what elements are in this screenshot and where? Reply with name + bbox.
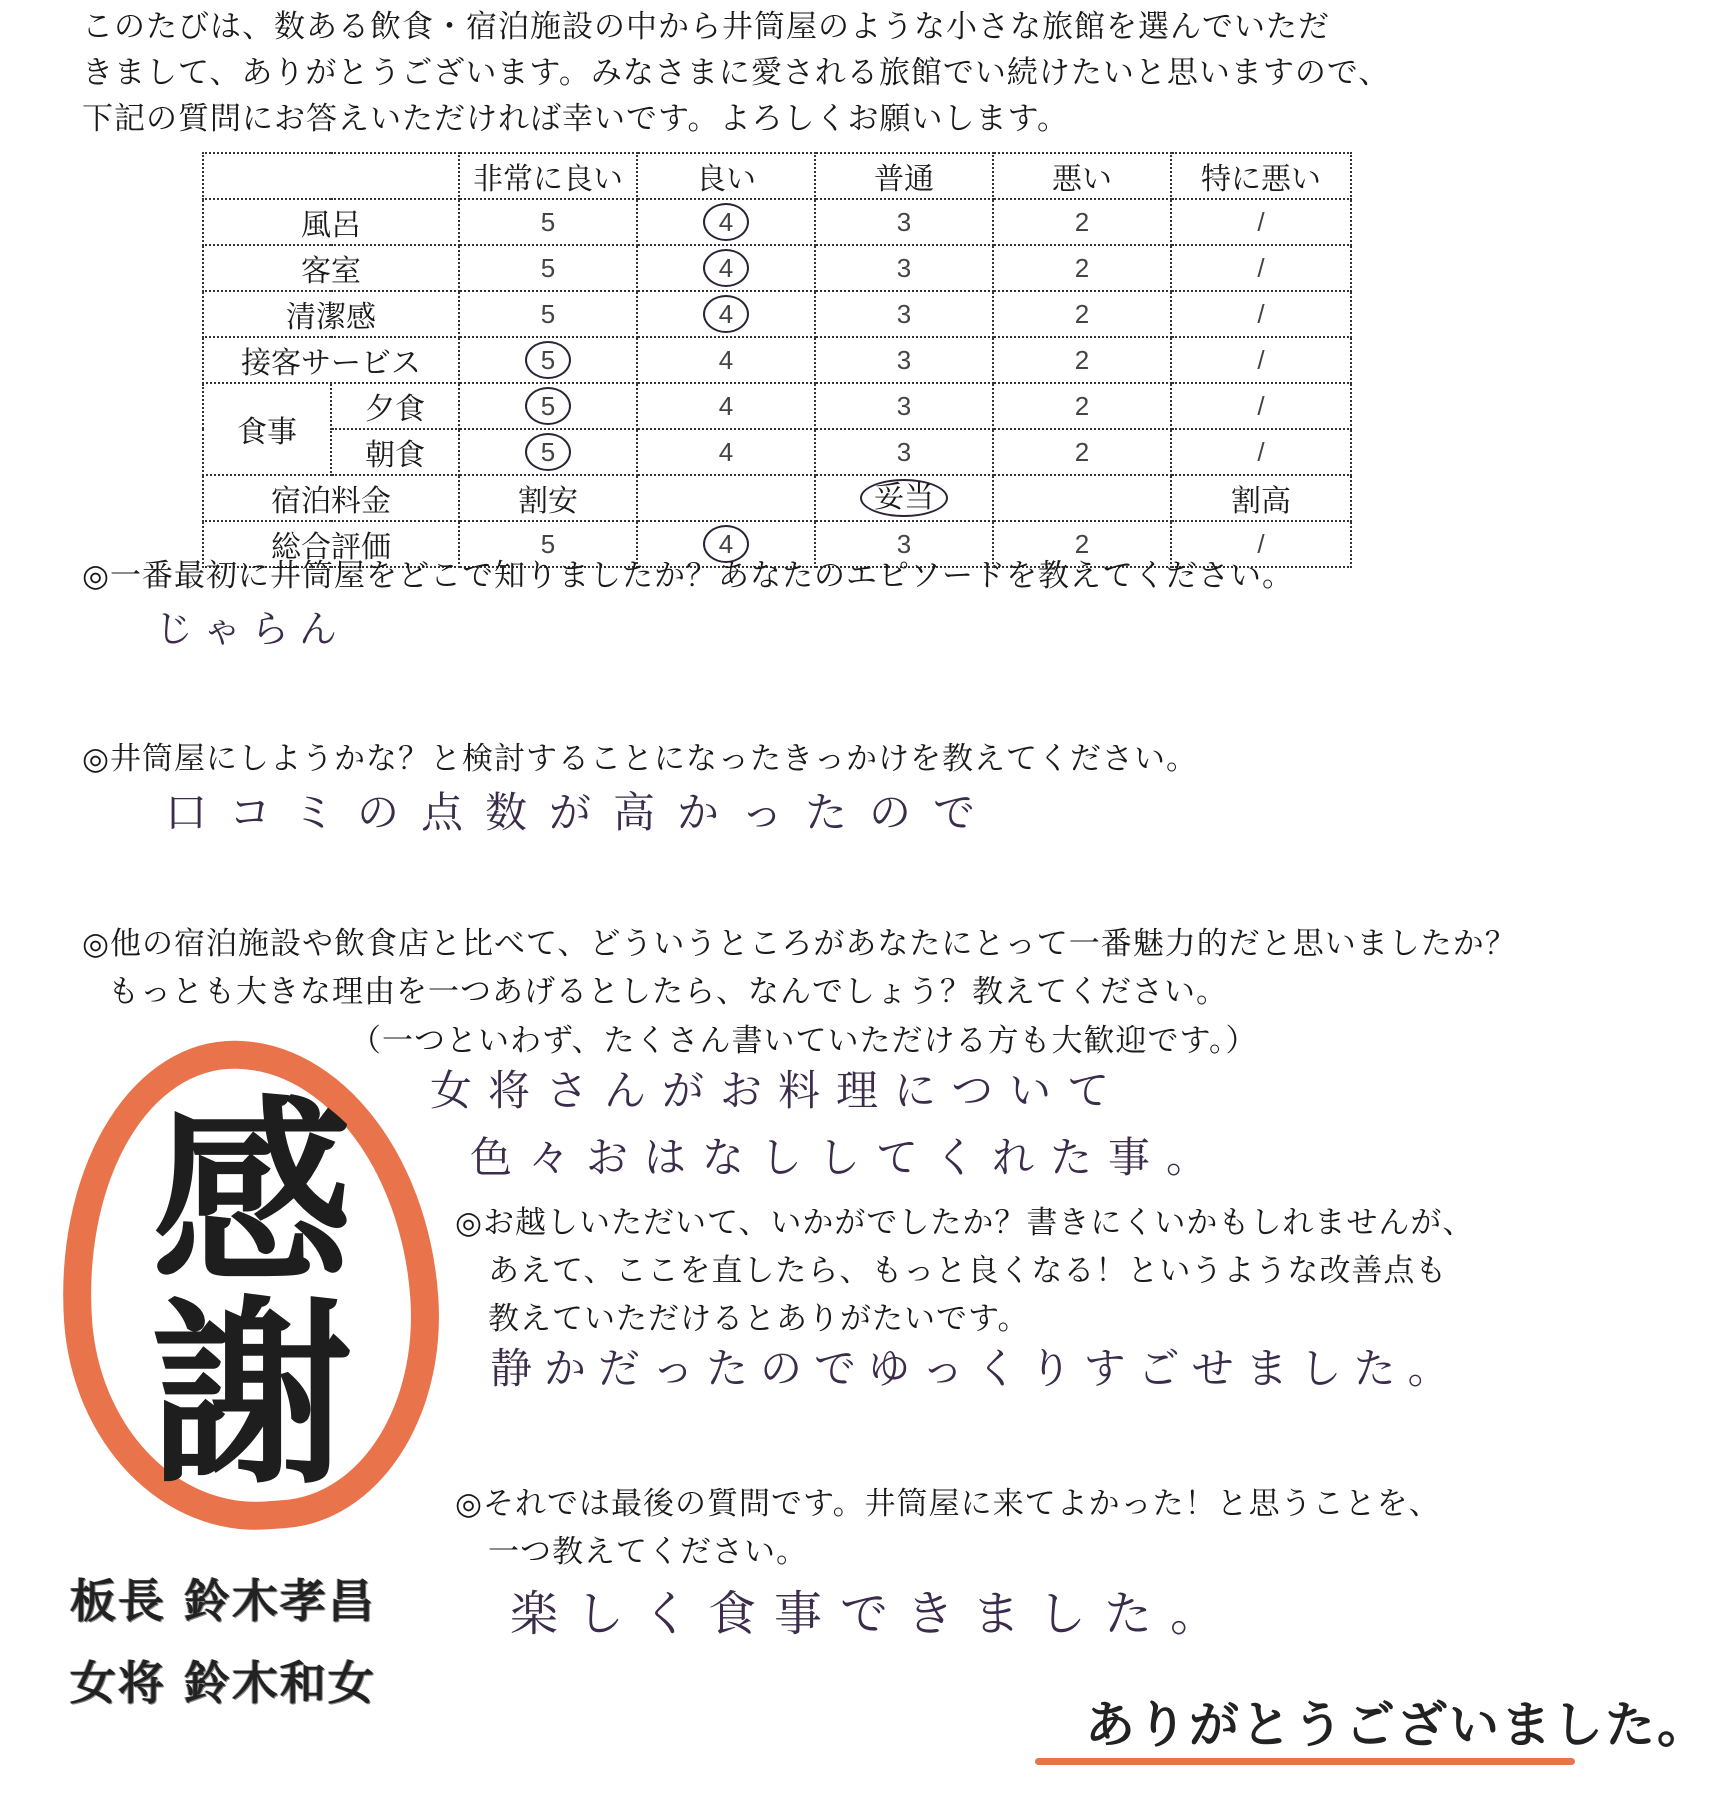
rating-value: 2 xyxy=(1074,206,1090,237)
table-row xyxy=(203,337,1351,383)
intro-line: このたびは、数ある飲食・宿泊施設の中から井筒屋のような小さな旅館を選んでいただ xyxy=(82,9,1330,45)
closing-underline xyxy=(1035,1758,1575,1765)
rating-cell xyxy=(459,245,637,291)
table-row xyxy=(203,383,1351,429)
question-2: ◎井筒屋にしようかな？と検討することになったきっかけを教えてください。 xyxy=(82,741,1199,777)
question-4-line: 教えていただけるとありがたいです。 xyxy=(488,1301,1030,1337)
rating-value: 割安 xyxy=(518,484,578,519)
rating-cell xyxy=(1171,383,1351,429)
question-3-note: （一つといわず、たくさん書いていただける方も大歓迎です。） xyxy=(350,1023,1258,1059)
rating-value: 4 xyxy=(718,390,734,421)
table-row xyxy=(203,291,1351,337)
rating-value: 5 xyxy=(540,528,556,559)
rating-value: / xyxy=(1257,252,1265,283)
rating-cell xyxy=(1171,475,1351,521)
rating-cell xyxy=(637,475,815,521)
rating-value: 4 xyxy=(718,436,734,467)
rating-value: 3 xyxy=(896,344,912,375)
rating-value: 3 xyxy=(896,298,912,329)
rating-value: / xyxy=(1257,344,1265,375)
question-4-line: あえて、ここを直したら、もっと良くなる！というような改善点も xyxy=(488,1253,1448,1289)
rating-value: 5 xyxy=(540,298,556,329)
table-row xyxy=(203,475,1351,521)
rating-cell xyxy=(1171,429,1351,475)
answer-5: 楽しく食事できました。 xyxy=(510,1586,1237,1642)
answer-1: じゃらん xyxy=(155,607,348,651)
rating-value: 3 xyxy=(896,528,912,559)
row-label: 朝食 xyxy=(331,429,459,475)
rating-cell xyxy=(637,429,815,475)
circled-rating: 4 xyxy=(703,203,749,241)
rating-cell xyxy=(815,383,993,429)
answer-3-line: 色々おはなししてくれた事。 xyxy=(470,1133,1225,1182)
circled-rating: 妥当 xyxy=(860,479,948,517)
rating-cell xyxy=(1171,199,1351,245)
row-label: 風呂 xyxy=(203,199,459,245)
rating-value: 3 xyxy=(896,436,912,467)
circled-rating: 5 xyxy=(525,433,571,471)
question-5-line: ◎それでは最後の質問です。井筒屋に来てよかった！と思うことを、 xyxy=(455,1486,1441,1522)
rating-value: 2 xyxy=(1074,252,1090,283)
question-1: ◎一番最初に井筒屋をどこで知りましたか？あなたのエピソードを教えてください。 xyxy=(82,558,1295,594)
table-header: 普通 xyxy=(815,153,993,199)
rating-value: / xyxy=(1257,390,1265,421)
rating-value: 2 xyxy=(1074,390,1090,421)
rating-value: / xyxy=(1257,298,1265,329)
rating-value: 割高 xyxy=(1231,484,1291,519)
table-row xyxy=(203,429,1351,475)
rating-cell xyxy=(459,337,637,383)
rating-value: / xyxy=(1257,528,1265,559)
chef-signature: 板長 鈴木孝昌 xyxy=(70,1574,377,1628)
circled-rating: 4 xyxy=(703,295,749,333)
intro-line: 下記の質問にお答えいただければ幸いです。よろしくお願いします。 xyxy=(82,101,1070,137)
answer-2: 口コミの点数が高かったので xyxy=(165,788,998,837)
rating-value: 2 xyxy=(1074,344,1090,375)
row-label: 接客サービス xyxy=(203,337,459,383)
question-3-line: もっとも大きな理由を一つあげるとしたら、なんでしょう？教えてください。 xyxy=(108,974,1228,1010)
table-header: 悪い xyxy=(993,153,1171,199)
answer-4: 静かだったのでゆっくりすごせました。 xyxy=(490,1344,1462,1393)
rating-value: 2 xyxy=(1074,528,1090,559)
question-3-line: ◎他の宿泊施設や飲食店と比べて、どういうところがあなたにとって一番魅力的だと思いましたか？ xyxy=(82,926,1517,962)
rating-value: 3 xyxy=(896,206,912,237)
stamp-char-kan: 感 xyxy=(151,1077,352,1312)
stamp-char-sha: 謝 xyxy=(151,1277,352,1512)
rating-value: / xyxy=(1257,206,1265,237)
rating-cell xyxy=(815,291,993,337)
rating-cell xyxy=(993,383,1171,429)
rating-table xyxy=(202,152,1352,568)
rating-value: 2 xyxy=(1074,436,1090,467)
row-label: 総合評価 xyxy=(203,521,459,567)
table-header: 非常に良い xyxy=(459,153,637,199)
row-group-label: 食事 xyxy=(203,383,331,475)
answer-3-line: 女将さんがお料理について xyxy=(430,1066,1126,1115)
table-header-row xyxy=(203,153,1351,199)
rating-value: 3 xyxy=(896,390,912,421)
row-label: 夕食 xyxy=(331,383,459,429)
rating-cell xyxy=(815,199,993,245)
closing-thanks: ありがとうございました。 xyxy=(1085,1695,1709,1754)
intro-line: きまして、ありがとうございます。みなさまに愛される旅館でい続けたいと思いますので、 xyxy=(82,55,1391,91)
rating-value: 3 xyxy=(896,252,912,283)
question-5-line: 一つ教えてください。 xyxy=(488,1534,808,1570)
intro-text xyxy=(82,4,1462,142)
rating-value: 5 xyxy=(540,252,556,283)
thanks-stamp xyxy=(62,1040,447,1540)
table-row xyxy=(203,245,1351,291)
row-label: 客室 xyxy=(203,245,459,291)
rating-cell xyxy=(637,291,815,337)
rating-value: / xyxy=(1257,436,1265,467)
circled-rating: 5 xyxy=(525,387,571,425)
rating-cell xyxy=(637,337,815,383)
table-corner xyxy=(203,153,459,199)
circled-rating: 5 xyxy=(525,341,571,379)
rating-cell xyxy=(459,429,637,475)
rating-cell xyxy=(637,245,815,291)
circled-rating: 4 xyxy=(703,249,749,287)
rating-cell xyxy=(815,245,993,291)
okami-signature: 女将 鈴木和女 xyxy=(70,1656,377,1710)
rating-value: 4 xyxy=(718,344,734,375)
rating-cell xyxy=(993,199,1171,245)
row-label: 清潔感 xyxy=(203,291,459,337)
rating-cell xyxy=(993,337,1171,383)
rating-cell xyxy=(993,429,1171,475)
rating-cell xyxy=(993,291,1171,337)
rating-cell xyxy=(459,383,637,429)
row-label: 宿泊料金 xyxy=(203,475,459,521)
rating-cell xyxy=(815,429,993,475)
rating-cell xyxy=(815,337,993,383)
rating-cell xyxy=(459,291,637,337)
rating-cell xyxy=(815,475,993,521)
rating-cell xyxy=(993,245,1171,291)
rating-cell xyxy=(993,475,1171,521)
table-row xyxy=(203,199,1351,245)
rating-cell xyxy=(459,475,637,521)
rating-cell xyxy=(1171,337,1351,383)
rating-cell xyxy=(637,199,815,245)
table-header: 良い xyxy=(637,153,815,199)
circled-rating: 4 xyxy=(703,525,749,563)
rating-cell xyxy=(1171,291,1351,337)
table-header: 特に悪い xyxy=(1171,153,1351,199)
rating-value: 2 xyxy=(1074,298,1090,329)
rating-cell xyxy=(459,199,637,245)
rating-value: 5 xyxy=(540,206,556,237)
rating-cell xyxy=(1171,245,1351,291)
question-4-line: ◎お越しいただいて、いかがでしたか？書きにくいかもしれませんが、 xyxy=(455,1205,1475,1241)
rating-cell xyxy=(637,383,815,429)
